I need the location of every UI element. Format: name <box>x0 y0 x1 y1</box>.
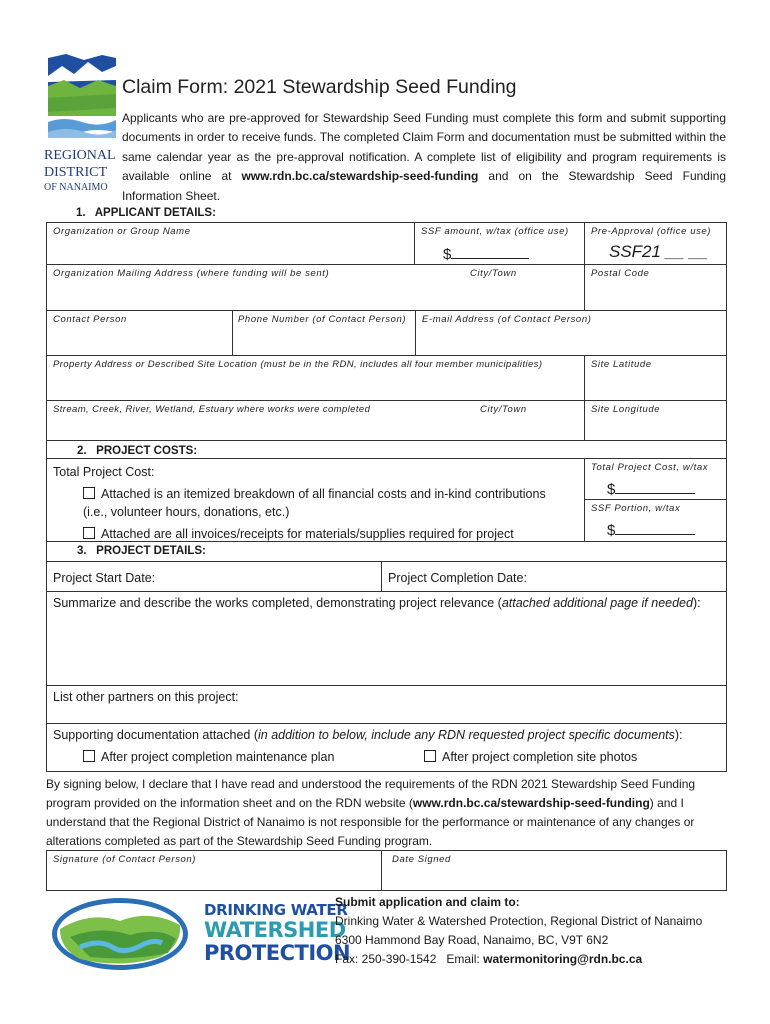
site-longitude-label: Site Longitude <box>591 404 661 415</box>
declaration-text-2: ) and I understand that the Regional District of Nanaimo is not responsible for the performance or maintenance of any changes or alterations completed as part of the Stewardship Seed Funding program. <box>46 796 695 848</box>
site-longitude-field[interactable] <box>584 400 727 441</box>
page-title: Claim Form: 2021 Stewardship Seed Funding <box>122 76 517 98</box>
org-name-label: Organization or Group Name <box>53 226 191 237</box>
total-cost-dollar: $ <box>607 479 695 498</box>
mailing-address-field[interactable] <box>46 264 585 311</box>
preapproval-field[interactable] <box>584 222 727 265</box>
ssf-amount-field[interactable] <box>414 222 585 265</box>
intro-text-2: and on the Stewardship Seed Funding Information Sheet. <box>122 169 726 203</box>
submit-fax: Fax: 250-390-1542 <box>335 952 437 966</box>
total-cost-field[interactable] <box>584 458 727 500</box>
intro-text-1: Applicants who are pre-approved for Stewardship Seed Funding must complete this form and submit supporting documents in order to receive funds. The completed Claim Form and documentation must be submitted within the same calendar year as the pre-approval notification. A complete list of eligibility and program requirements is available online at <box>122 111 726 184</box>
declaration-text-1: By signing below, I declare that I have read and understood the requirements of the RDN 2021 Stewardship Seed Funding program provided on the information sheet and on the RDN website ( <box>46 777 696 810</box>
rdn-logo <box>44 52 120 193</box>
property-address-label: Property Address or Described Site Location (must be in the RDN, includes all four member municipalities) <box>53 359 543 370</box>
submit-info <box>335 893 702 969</box>
city-town-label-2: City/Town <box>480 404 527 415</box>
checkbox-itemized[interactable] <box>83 487 95 499</box>
contact-person-field[interactable] <box>46 310 233 356</box>
check-itemized-note: (i.e., volunteer hours, donations, etc.) <box>83 505 290 519</box>
ssf-portion-label: SSF Portion, w/tax <box>591 503 681 514</box>
site-latitude-label: Site Latitude <box>591 359 652 370</box>
section-applicant-heading: 1. APPLICANT DETAILS: <box>76 207 216 219</box>
logo-line-3: OF NANAIMO <box>44 182 108 193</box>
signature-field[interactable] <box>46 850 382 891</box>
ssf-portion-field[interactable] <box>584 499 727 542</box>
logo-line-2: DISTRICT <box>44 165 107 180</box>
section-details-heading: 3. PROJECT DETAILS: <box>77 545 206 557</box>
logo-line-1: REGIONAL <box>44 148 116 163</box>
completion-date-label: Project Completion Date: <box>388 571 527 585</box>
postal-code-field[interactable] <box>584 264 727 311</box>
contact-person-label: Contact Person <box>53 314 127 325</box>
dwp-landscape-icon <box>50 895 190 973</box>
details-heading-row <box>46 541 727 563</box>
date-signed-field[interactable] <box>381 850 727 891</box>
phone-field[interactable] <box>232 310 416 356</box>
rdn-mountain-icon <box>44 52 120 140</box>
total-cost-label: Total Project Cost: <box>53 465 155 479</box>
submit-email-label: Email: <box>446 952 484 966</box>
total-cost-tax-label: Total Project Cost, w/tax <box>591 462 709 473</box>
submit-line-2: 6300 Hammond Bay Road, Nanaimo, BC, V9T 6N2 <box>335 933 609 947</box>
phone-label: Phone Number (of Contact Person) <box>238 314 407 325</box>
postal-code-label: Postal Code <box>591 268 650 279</box>
ssf-portion-dollar: $ <box>607 520 695 539</box>
partners-label: List other partners on this project: <box>53 690 239 704</box>
submit-heading: Submit application and claim to: <box>335 895 520 909</box>
supporting-docs-label: Supporting documentation attached (in addition to below, include any RDN requested project specific documents): <box>53 728 683 742</box>
dwp-line-2: WATERSHED <box>204 918 346 942</box>
checkbox-site-photos[interactable] <box>424 750 436 762</box>
check-invoices[interactable]: Attached are all invoices/receipts for materials/supplies required for project <box>83 527 514 541</box>
dwp-line-3: PROTECTION <box>204 941 351 965</box>
stream-label: Stream, Creek, River, Wetland, Estuary where works were completed <box>53 404 371 415</box>
check-itemized[interactable]: Attached is an itemized breakdown of all financial costs and in-kind contributions <box>83 487 546 501</box>
partners-field[interactable] <box>46 685 727 724</box>
submit-contact <box>335 950 702 969</box>
declaration-paragraph <box>46 775 726 851</box>
summary-label: Summarize and describe the works completed, demonstrating project relevance (attached additional page if needed): <box>53 596 701 610</box>
start-date-label: Project Start Date: <box>53 571 156 585</box>
submit-line-1: Drinking Water & Watershed Protection, Regional District of Nanaimo <box>335 914 703 928</box>
email-field[interactable] <box>415 310 727 356</box>
submit-email[interactable]: watermonitoring@rdn.bc.ca <box>483 952 643 966</box>
checkbox-invoices[interactable] <box>83 527 95 539</box>
dwp-line-1: DRINKING WATER <box>204 901 348 919</box>
signature-label: Signature (of Contact Person) <box>53 854 197 865</box>
section-costs-heading: 2. PROJECT COSTS: <box>77 445 198 457</box>
ssf-code: SSF21 __ __ <box>609 242 709 261</box>
checkbox-maintenance-plan[interactable] <box>83 750 95 762</box>
mailing-address-label: Organization Mailing Address (where funding will be sent) <box>53 268 330 279</box>
dwp-logo-text <box>204 903 350 964</box>
date-signed-label: Date Signed <box>392 854 451 865</box>
summary-field[interactable] <box>46 591 727 686</box>
costs-checklist <box>46 458 585 542</box>
completion-date-field[interactable] <box>381 561 727 592</box>
org-name-field[interactable] <box>46 222 415 265</box>
supporting-docs <box>46 723 727 772</box>
start-date-field[interactable] <box>46 561 382 592</box>
preapproval-label: Pre-Approval (office use) <box>591 226 712 237</box>
check-site-photos[interactable]: After project completion site photos <box>424 750 637 764</box>
ssf-amount-label: SSF amount, w/tax (office use) <box>421 226 569 237</box>
city-town-label-1: City/Town <box>470 268 517 279</box>
intro-link[interactable]: www.rdn.bc.ca/stewardship-seed-funding <box>241 169 479 184</box>
stream-field[interactable] <box>46 400 585 441</box>
email-label: E-mail Address (of Contact Person) <box>422 314 592 325</box>
ssf-amount-dollar: $ <box>443 244 529 263</box>
property-address-field[interactable] <box>46 355 585 401</box>
declaration-link[interactable]: www.rdn.bc.ca/stewardship-seed-funding <box>412 796 650 810</box>
intro-paragraph <box>122 109 726 206</box>
check-maintenance-plan[interactable]: After project completion maintenance plan <box>83 750 334 764</box>
site-latitude-field[interactable] <box>584 355 727 401</box>
